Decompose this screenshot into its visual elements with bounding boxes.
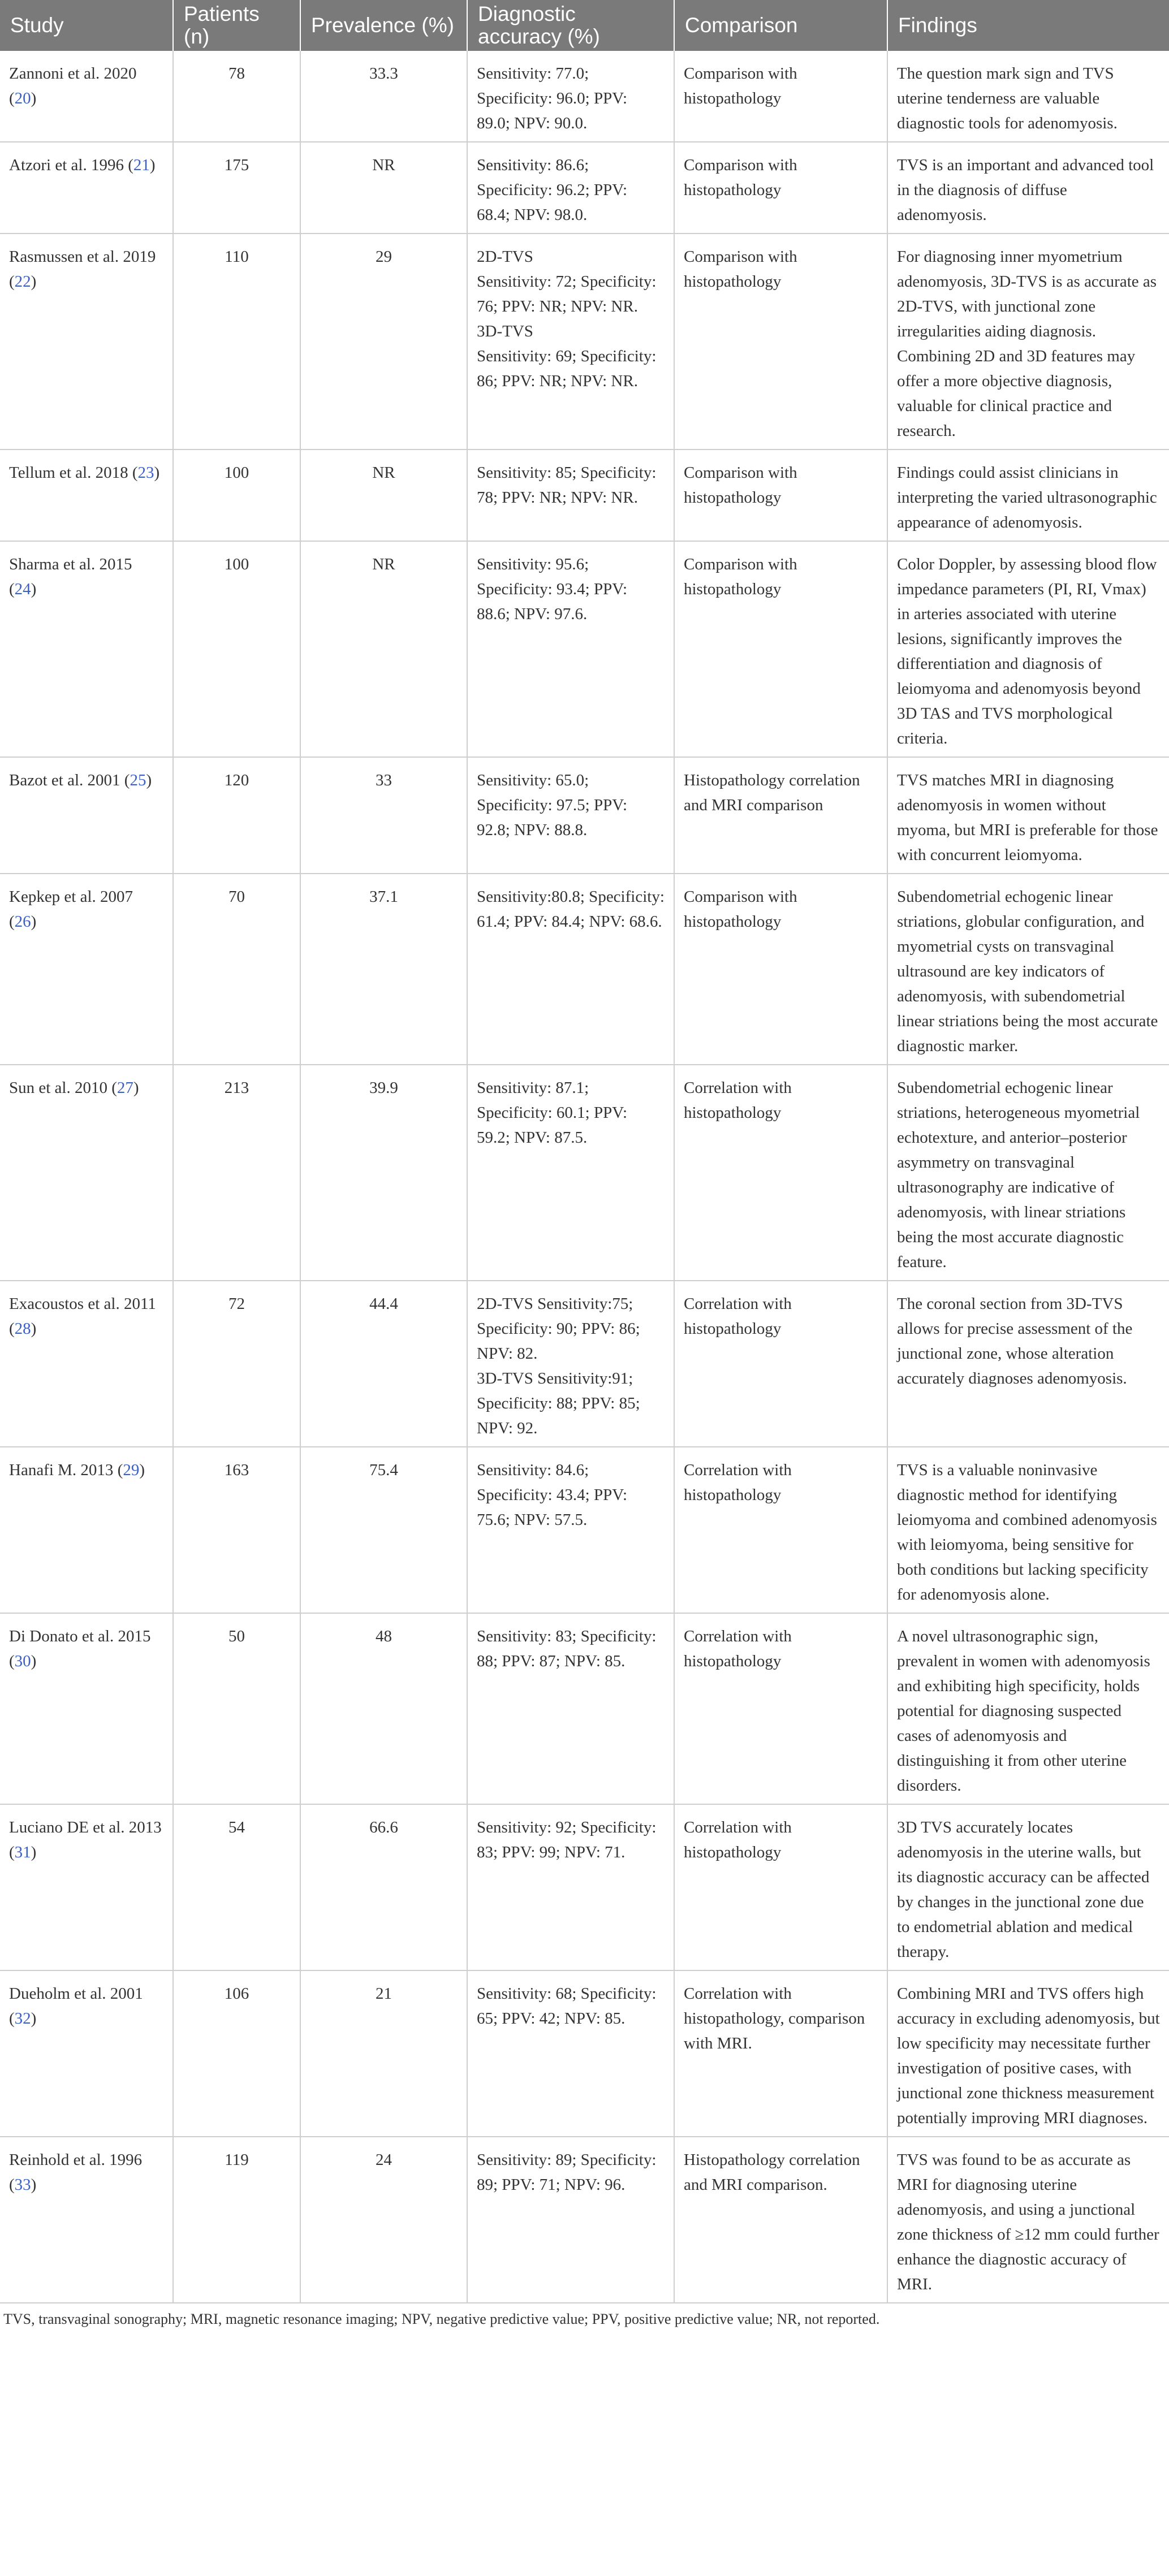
findings-cell: Subendometrial echogenic linear striations, heterogeneous myometrial echotexture, and anterior–posterior asymmetry on transvaginal ultrasonography are indicative of adenomyosis, with linear striations being the most accurate diagnostic feature. bbox=[887, 1065, 1169, 1281]
study-cell: Luciano DE et al. 2013 (31) bbox=[0, 1804, 173, 1970]
patients-cell: 163 bbox=[173, 1447, 300, 1613]
table-row bbox=[0, 142, 1169, 234]
comparison-cell: Comparison with histopathology bbox=[674, 541, 887, 757]
table-row bbox=[0, 1447, 1169, 1613]
study-cell: Dueholm et al. 2001 (32) bbox=[0, 1970, 173, 2137]
patients-cell: 110 bbox=[173, 234, 300, 449]
accuracy-line: Sensitivity: 87.1; Specificity: 60.1; PPV: 59.2; NPV: 87.5. bbox=[477, 1079, 628, 1147]
study-name: Tellum et al. 2018 bbox=[9, 464, 128, 482]
accuracy-line: Sensitivity: 92; Specificity: 83; PPV: 99; NPV: 71. bbox=[477, 1818, 657, 1861]
findings-cell: The question mark sign and TVS uterine tenderness are valuable diagnostic tools for adenomyosis. bbox=[887, 51, 1169, 142]
reference-link[interactable]: 20 bbox=[14, 89, 31, 107]
study-name: Sun et al. 2010 bbox=[9, 1079, 107, 1097]
accuracy-line: 2D-TVS bbox=[477, 248, 533, 266]
findings-cell: A novel ultrasonographic sign, prevalent in women with adenomyosis and exhibiting high specificity, holds potential for diagnosing suspected cases of adenomyosis and distinguishing it from other uterine disorders. bbox=[887, 1613, 1169, 1804]
study-name: Exacoustos et al. 2011 bbox=[9, 1295, 156, 1313]
reference-link[interactable]: 27 bbox=[117, 1079, 133, 1097]
study-name: Di Donato et al. 2015 bbox=[9, 1627, 151, 1645]
comparison-cell: Histopathology correlation and MRI comparison bbox=[674, 757, 887, 874]
accuracy-cell bbox=[467, 449, 674, 541]
accuracy-line: 3D-TVS bbox=[477, 322, 533, 340]
prevalence-cell: 66.6 bbox=[300, 1804, 467, 1970]
study-name: Luciano DE et al. 2013 bbox=[9, 1818, 162, 1836]
study-name: Zannoni et al. 2020 bbox=[9, 64, 137, 83]
table-header bbox=[0, 0, 1169, 51]
study-cell: Kepkep et al. 2007 (26) bbox=[0, 874, 173, 1065]
table-row bbox=[0, 449, 1169, 541]
prevalence-cell: 24 bbox=[300, 2137, 467, 2303]
header-patients: Patients (n) bbox=[173, 0, 300, 51]
patients-cell: 106 bbox=[173, 1970, 300, 2137]
comparison-cell: Comparison with histopathology bbox=[674, 234, 887, 449]
findings-cell: TVS is an important and advanced tool in the diagnosis of diffuse adenomyosis. bbox=[887, 142, 1169, 234]
study-name: Reinhold et al. 1996 bbox=[9, 2151, 143, 2169]
study-name: Bazot et al. 2001 bbox=[9, 771, 120, 789]
study-cell: Rasmussen et al. 2019 (22) bbox=[0, 234, 173, 449]
patients-cell: 119 bbox=[173, 2137, 300, 2303]
prevalence-cell: 39.9 bbox=[300, 1065, 467, 1281]
findings-cell: TVS is a valuable noninvasive diagnostic method for identifying leiomyoma and combined adenomyosis with leiomyoma, being sensitive for both conditions but lacking specificity for adenomyosis alone. bbox=[887, 1447, 1169, 1613]
accuracy-line: Sensitivity: 86.6; Specificity: 96.2; PPV: 68.4; NPV: 98.0. bbox=[477, 156, 628, 224]
patients-cell: 100 bbox=[173, 449, 300, 541]
study-cell: Sharma et al. 2015 (24) bbox=[0, 541, 173, 757]
accuracy-line: Sensitivity: 95.6; Specificity: 93.4; PPV: 88.6; NPV: 97.6. bbox=[477, 555, 628, 623]
reference-link[interactable]: 32 bbox=[14, 2009, 31, 2028]
findings-cell: TVS matches MRI in diagnosing adenomyosis in women without myoma, but MRI is preferable for those with concurrent leiomyoma. bbox=[887, 757, 1169, 874]
prevalence-cell: NR bbox=[300, 541, 467, 757]
patients-cell: 213 bbox=[173, 1065, 300, 1281]
accuracy-line: Sensitivity: 89; Specificity: 89; PPV: 71; NPV: 96. bbox=[477, 2151, 657, 2194]
comparison-cell: Correlation with histopathology bbox=[674, 1613, 887, 1804]
header-prevalence: Prevalence (%) bbox=[300, 0, 467, 51]
accuracy-cell bbox=[467, 1804, 674, 1970]
comparison-cell: Correlation with histopathology bbox=[674, 1447, 887, 1613]
accuracy-line: Sensitivity: 65.0; Specificity: 97.5; PPV: 92.8; NPV: 88.8. bbox=[477, 771, 628, 839]
patients-cell: 54 bbox=[173, 1804, 300, 1970]
study-cell: Reinhold et al. 1996 (33) bbox=[0, 2137, 173, 2303]
patients-cell: 100 bbox=[173, 541, 300, 757]
study-cell: Atzori et al. 1996 (21) bbox=[0, 142, 173, 234]
study-name: Atzori et al. 1996 bbox=[9, 156, 124, 174]
accuracy-line: Sensitivity: 68; Specificity: 65; PPV: 42; NPV: 85. bbox=[477, 1985, 657, 2028]
comparison-cell: Comparison with histopathology bbox=[674, 142, 887, 234]
table-row bbox=[0, 1804, 1169, 1970]
findings-cell: Color Doppler, by assessing blood flow impedance parameters (PI, RI, Vmax) in arteries associated with uterine lesions, significantly improves the differentiation and diagnosis of leiomyoma and adenomyosis beyond 3D TAS and TVS morphological criteria. bbox=[887, 541, 1169, 757]
accuracy-line: 2D-TVS Sensitivity:75; Specificity: 90; PPV: 86; NPV: 82. bbox=[477, 1295, 640, 1363]
reference-link[interactable]: 23 bbox=[137, 464, 154, 482]
findings-cell: TVS was found to be as accurate as MRI for diagnosing uterine adenomyosis, and using a junctional zone thickness of ≥12 mm could further enhance the diagnostic accuracy of MRI. bbox=[887, 2137, 1169, 2303]
prevalence-cell: 33.3 bbox=[300, 51, 467, 142]
accuracy-cell bbox=[467, 2137, 674, 2303]
table-row bbox=[0, 1970, 1169, 2137]
findings-cell: 3D TVS accurately locates adenomyosis in the uterine walls, but its diagnostic accuracy can be affected by changes in the junctional zone due to endometrial ablation and medical therapy. bbox=[887, 1804, 1169, 1970]
accuracy-cell bbox=[467, 1970, 674, 2137]
prevalence-cell: 37.1 bbox=[300, 874, 467, 1065]
prevalence-cell: 33 bbox=[300, 757, 467, 874]
accuracy-cell bbox=[467, 874, 674, 1065]
accuracy-line: Sensitivity: 85; Specificity: 78; PPV: NR; NPV: NR. bbox=[477, 464, 657, 507]
table-row bbox=[0, 541, 1169, 757]
study-cell: Sun et al. 2010 (27) bbox=[0, 1065, 173, 1281]
findings-cell: For diagnosing inner myometrium adenomyosis, 3D-TVS is as accurate as 2D-TVS, with junctional zone irregularities aiding diagnosis. Combining 2D and 3D features may offer a more objective diagnosis, valuable for clinical practice and research. bbox=[887, 234, 1169, 449]
prevalence-cell: 48 bbox=[300, 1613, 467, 1804]
comparison-cell: Correlation with histopathology bbox=[674, 1065, 887, 1281]
accuracy-line: Sensitivity: 83; Specificity: 88; PPV: 87; NPV: 85. bbox=[477, 1627, 657, 1670]
accuracy-cell bbox=[467, 757, 674, 874]
accuracy-cell bbox=[467, 1613, 674, 1804]
table-footnote: TVS, transvaginal sonography; MRI, magnetic resonance imaging; NPV, negative predictive value; PPV, positive predictive value; NR, not reported. bbox=[3, 2311, 880, 2327]
prevalence-cell: NR bbox=[300, 142, 467, 234]
accuracy-cell bbox=[467, 541, 674, 757]
patients-cell: 50 bbox=[173, 1613, 300, 1804]
study-cell: Tellum et al. 2018 (23) bbox=[0, 449, 173, 541]
study-cell: Bazot et al. 2001 (25) bbox=[0, 757, 173, 874]
reference-link[interactable]: 26 bbox=[14, 913, 31, 931]
accuracy-cell bbox=[467, 51, 674, 142]
comparison-cell: Comparison with histopathology bbox=[674, 874, 887, 1065]
table-row bbox=[0, 2137, 1169, 2303]
study-name: Sharma et al. 2015 bbox=[9, 555, 132, 573]
study-cell: Di Donato et al. 2015 (30) bbox=[0, 1613, 173, 1804]
patients-cell: 70 bbox=[173, 874, 300, 1065]
reference-link[interactable]: 28 bbox=[14, 1320, 31, 1338]
findings-cell: Findings could assist clinicians in interpreting the varied ultrasonographic appearance of adenomyosis. bbox=[887, 449, 1169, 541]
patients-cell: 120 bbox=[173, 757, 300, 874]
reference-link[interactable]: 21 bbox=[133, 156, 150, 174]
reference-link[interactable]: 25 bbox=[130, 771, 146, 789]
reference-link[interactable]: 24 bbox=[14, 580, 31, 598]
findings-cell: Subendometrial echogenic linear striations, globular configuration, and myometrial cysts on transvaginal ultrasound are key indicators of adenomyosis, with subendometrial linear striations being the most accurate diagnostic marker. bbox=[887, 874, 1169, 1065]
reference-link[interactable]: 30 bbox=[14, 1652, 31, 1670]
header-row bbox=[0, 0, 1169, 51]
findings-cell: The coronal section from 3D-TVS allows for precise assessment of the junctional zone, whose alteration accurately diagnoses adenomyosis. bbox=[887, 1281, 1169, 1447]
accuracy-line: Sensitivity: 84.6; Specificity: 43.4; PPV: 75.6; NPV: 57.5. bbox=[477, 1461, 628, 1529]
table-row bbox=[0, 874, 1169, 1065]
reference-link[interactable]: 31 bbox=[14, 1843, 31, 1861]
table-row bbox=[0, 757, 1169, 874]
header-findings: Findings bbox=[887, 0, 1169, 51]
header-study: Study bbox=[0, 0, 173, 51]
accuracy-cell bbox=[467, 1065, 674, 1281]
study-name: Hanafi M. 2013 bbox=[9, 1461, 114, 1479]
table-row bbox=[0, 1065, 1169, 1281]
prevalence-cell: 75.4 bbox=[300, 1447, 467, 1613]
comparison-cell: Comparison with histopathology bbox=[674, 449, 887, 541]
header-diagnostic-accuracy: Diagnostic accuracy (%) bbox=[467, 0, 674, 51]
reference-link[interactable]: 29 bbox=[123, 1461, 140, 1479]
prevalence-cell: 44.4 bbox=[300, 1281, 467, 1447]
table-row bbox=[0, 51, 1169, 142]
table-row bbox=[0, 1281, 1169, 1447]
prevalence-cell: NR bbox=[300, 449, 467, 541]
study-cell: Hanafi M. 2013 (29) bbox=[0, 1447, 173, 1613]
patients-cell: 78 bbox=[173, 51, 300, 142]
comparison-cell: Correlation with histopathology bbox=[674, 1281, 887, 1447]
comparison-cell: Histopathology correlation and MRI comparison. bbox=[674, 2137, 887, 2303]
patients-cell: 175 bbox=[173, 142, 300, 234]
comparison-cell: Comparison with histopathology bbox=[674, 51, 887, 142]
accuracy-cell bbox=[467, 1281, 674, 1447]
study-name: Rasmussen et al. 2019 bbox=[9, 248, 156, 266]
accuracy-line: Sensitivity: 77.0; Specificity: 96.0; PPV: 89.0; NPV: 90.0. bbox=[477, 64, 628, 132]
comparison-cell: Correlation with histopathology bbox=[674, 1804, 887, 1970]
prevalence-cell: 21 bbox=[300, 1970, 467, 2137]
accuracy-cell bbox=[467, 142, 674, 234]
table-row bbox=[0, 234, 1169, 449]
accuracy-cell bbox=[467, 234, 674, 449]
accuracy-line: 3D-TVS Sensitivity:91; Specificity: 88; PPV: 85; NPV: 92. bbox=[477, 1369, 640, 1437]
table-body bbox=[0, 51, 1169, 2303]
patients-cell: 72 bbox=[173, 1281, 300, 1447]
study-cell: Exacoustos et al. 2011 (28) bbox=[0, 1281, 173, 1447]
table-row bbox=[0, 1613, 1169, 1804]
comparison-cell: Correlation with histopathology, comparison with MRI. bbox=[674, 1970, 887, 2137]
header-comparison: Comparison bbox=[674, 0, 887, 51]
accuracy-line: Sensitivity:80.8; Specificity: 61.4; PPV: 84.4; NPV: 68.6. bbox=[477, 888, 665, 931]
accuracy-cell bbox=[467, 1447, 674, 1613]
prevalence-cell: 29 bbox=[300, 234, 467, 449]
accuracy-line: Sensitivity: 69; Specificity: 86; PPV: NR; NPV: NR. bbox=[477, 347, 657, 390]
reference-link[interactable]: 33 bbox=[14, 2176, 31, 2194]
reference-link[interactable]: 22 bbox=[14, 273, 31, 291]
accuracy-line: Sensitivity: 72; Specificity: 76; PPV: NR; NPV: NR. bbox=[477, 273, 657, 315]
findings-cell: Combining MRI and TVS offers high accuracy in excluding adenomyosis, but low specificity may necessitate further investigation of positive cases, with junctional zone thickness measurement potentially improving MRI diagnoses. bbox=[887, 1970, 1169, 2137]
study-name: Kepkep et al. 2007 bbox=[9, 888, 133, 906]
study-cell: Zannoni et al. 2020 (20) bbox=[0, 51, 173, 142]
study-name: Dueholm et al. 2001 bbox=[9, 1985, 143, 2003]
